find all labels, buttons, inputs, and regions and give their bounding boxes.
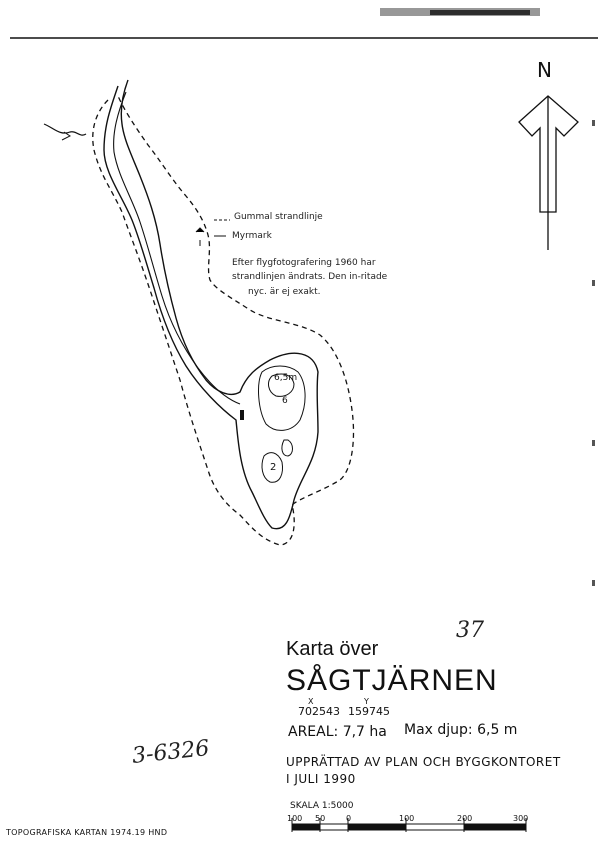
lake-name: SÅGTJÄRNEN [286,664,498,697]
max-depth-value: Max djup: 6,5 m [404,722,518,738]
coord-x-label: X [308,697,314,706]
contour-2-label: 2 [270,462,277,473]
legend-note-line2: strandlinjen ändrats. Den in-ritade [232,272,388,282]
scale-tick: 100 [287,814,303,823]
legend-bog: Myrmark [232,231,272,241]
contour-6-label: 6 [282,396,288,406]
contour-shallow [282,440,293,456]
scale-tick: 300 [513,814,529,823]
coord-x: 702543 [298,705,340,718]
shoreline [104,80,318,529]
north-arrow [519,96,578,250]
sheet-number: 37 [456,618,484,643]
inflow-creek [44,124,86,135]
scale-tick: 0 [346,814,352,823]
map-heading: Karta över [286,638,379,660]
legend-note-line1: Efter flygfotografering 1960 har [232,258,376,268]
scale-label: SKALA 1:5000 [290,801,354,811]
handwritten-id: 3-6326 [130,736,211,769]
legend-note-line3: nyc. är ej exakt. [248,287,321,297]
legend-old-shoreline: Gummal strandlinje [234,212,323,222]
max-depth-label: 6,5m [274,373,298,383]
islet [240,410,244,420]
inner-shoreline [114,92,240,404]
coord-y-label: Y [364,697,369,706]
scan-edge-noise [10,8,598,38]
source-footer: TOPOGRAFISKA KARTAN 1974.19 HND [6,828,168,837]
scale-tick: 100 [399,814,415,823]
bog-symbols [196,228,204,246]
scale-tick: 200 [457,814,473,823]
north-label: N [537,58,552,82]
prepared-by: UPPRÄTTAD AV PLAN OCH BYGGKONTORET [286,755,561,769]
prepared-date: I JULI 1990 [286,772,356,786]
scan-margin-dots [592,120,595,586]
coord-y: 159745 [348,705,390,718]
area-value: AREAL: 7,7 ha [288,724,387,740]
scale-tick: 50 [315,814,326,823]
old-shoreline [93,96,354,545]
